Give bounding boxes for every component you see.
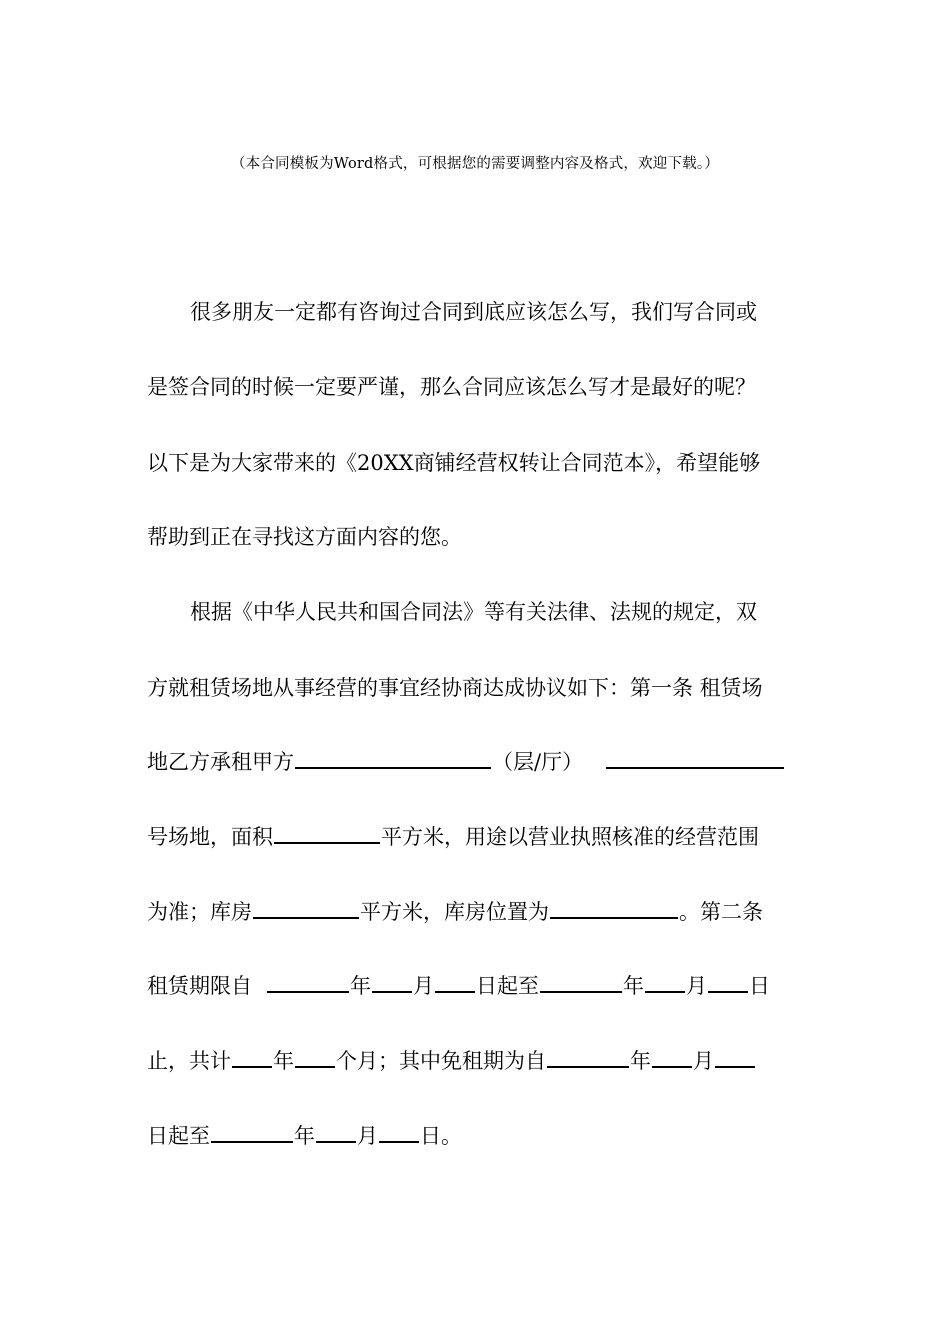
text-segment: 平方米，用途以营业执照核准的经营范围 bbox=[381, 825, 759, 849]
blank-field-free-start-day[interactable] bbox=[715, 1046, 755, 1068]
text-segment: 月 bbox=[413, 974, 434, 998]
contract-line-6 bbox=[147, 971, 770, 1001]
text-segment: （层/厅） bbox=[492, 750, 584, 774]
text-segment: 月 bbox=[357, 1124, 378, 1148]
text-segment: 。第二条 bbox=[679, 900, 763, 924]
text-segment: 日起至 bbox=[476, 974, 539, 998]
blank-field-free-start-month[interactable] bbox=[652, 1046, 692, 1068]
blank-field-area[interactable] bbox=[274, 822, 380, 844]
text-segment: 年 bbox=[623, 974, 644, 998]
blank-field-free-end-day[interactable] bbox=[379, 1121, 419, 1143]
contract-line-5 bbox=[147, 897, 763, 927]
template-note: （本合同模板为Word格式，可根据您的需要调整内容及格式，欢迎下载。） bbox=[230, 156, 720, 172]
blank-field-start-month[interactable] bbox=[372, 971, 412, 993]
intro-line-2: 是签合同的时候一定要严谨，那么合同应该怎么写才是最好的呢？ bbox=[147, 375, 756, 399]
intro-line-4: 帮助到正在寻找这方面内容的您。 bbox=[147, 525, 462, 549]
blank-field-start-day[interactable] bbox=[435, 971, 475, 993]
contract-line-3 bbox=[147, 747, 785, 777]
blank-field-end-month[interactable] bbox=[645, 971, 685, 993]
text-segment: 为准；库房 bbox=[147, 900, 252, 924]
intro-line-1: 很多朋友一定都有咨询过合同到底应该怎么写，我们写合同或 bbox=[190, 300, 757, 324]
blank-field-total-years[interactable] bbox=[232, 1046, 272, 1068]
text-segment: 号场地，面积 bbox=[147, 825, 273, 849]
text-segment: 日。 bbox=[420, 1124, 462, 1148]
blank-field-total-months[interactable] bbox=[295, 1046, 335, 1068]
text-segment: 年 bbox=[273, 1049, 294, 1073]
contract-line-1: 根据《中华人民共和国合同法》等有关法律、法规的规定，双 bbox=[190, 600, 757, 624]
blank-field-site-number[interactable] bbox=[606, 747, 784, 769]
blank-field-end-year[interactable] bbox=[540, 971, 622, 993]
contract-line-8 bbox=[147, 1121, 462, 1151]
contract-line-2: 方就租赁场地从事经营的事宜经协商达成协议如下：第一条 租赁场 bbox=[147, 676, 763, 700]
blank-field-start-year[interactable] bbox=[267, 971, 349, 993]
text-segment: 平方米，库房位置为 bbox=[360, 900, 549, 924]
text-segment: 月 bbox=[686, 974, 707, 998]
intro-line-3: 以下是为大家带来的《20XX商铺经营权转让合同范本》，希望能够 bbox=[147, 451, 761, 475]
text-segment: 月 bbox=[693, 1049, 714, 1073]
blank-field-free-end-year[interactable] bbox=[211, 1121, 293, 1143]
contract-line-7 bbox=[147, 1046, 756, 1076]
text-segment: 年 bbox=[294, 1124, 315, 1148]
text-segment: 日起至 bbox=[147, 1124, 210, 1148]
blank-field-floor-hall[interactable] bbox=[295, 747, 491, 769]
blank-field-warehouse-area[interactable] bbox=[253, 897, 359, 919]
text-segment: 日 bbox=[749, 974, 770, 998]
text-segment: 止，共计 bbox=[147, 1049, 231, 1073]
text-segment: 地乙方承租甲方 bbox=[147, 750, 294, 774]
blank-field-warehouse-location[interactable] bbox=[550, 897, 678, 919]
blank-field-free-start-year[interactable] bbox=[547, 1046, 629, 1068]
blank-field-free-end-month[interactable] bbox=[316, 1121, 356, 1143]
contract-line-4 bbox=[147, 822, 759, 852]
text-segment: 租赁期限自 bbox=[147, 974, 252, 998]
blank-field-end-day[interactable] bbox=[708, 971, 748, 993]
text-segment: 年 bbox=[630, 1049, 651, 1073]
text-segment: 个月；其中免租期为自 bbox=[336, 1049, 546, 1073]
text-segment: 年 bbox=[350, 974, 371, 998]
